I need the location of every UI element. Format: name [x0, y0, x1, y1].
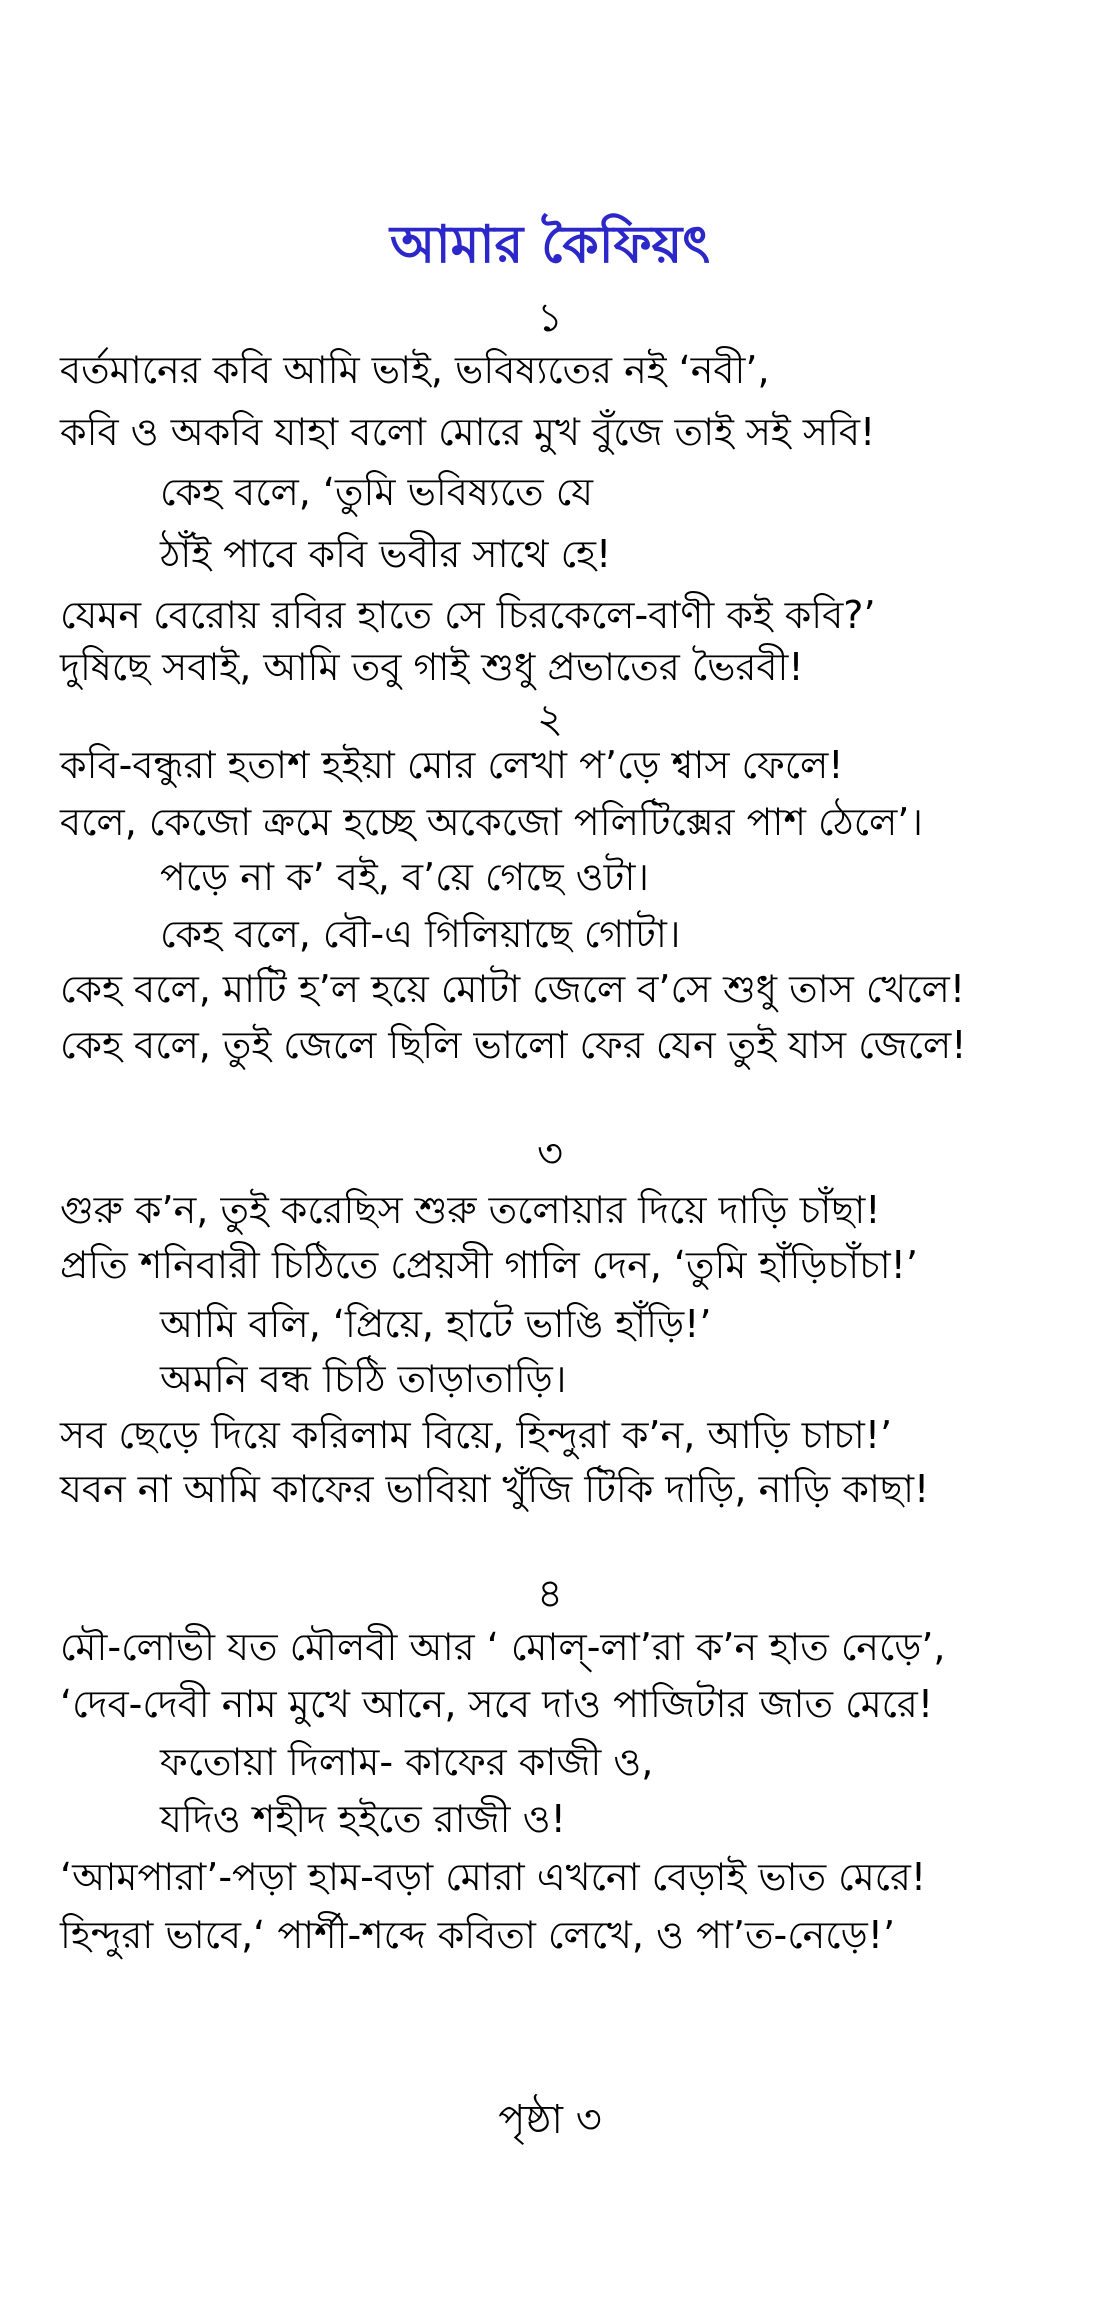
poem-line: পড়ে না ক’ বই, ব’য়ে গেছে ওটা। — [160, 855, 649, 899]
poem-line: যবন না আমি কাফের ভাবিয়া খুঁজি টিকি দাড়ি, নাড়ি কাছা! — [60, 1467, 930, 1511]
stanza-number: ৩ — [536, 1131, 563, 1177]
poem-line: কবি-বন্ধুরা হতাশ হইয়া মোর লেখা প’ড়ে শ্বাস ফেলে! — [60, 743, 844, 787]
poem-line: অমনি বন্ধ চিঠি তাড়াতাড়ি। — [160, 1357, 567, 1401]
poem-line: ঠাঁই পাবে কবি ভবীর সাথে হে! — [160, 532, 612, 576]
poem-line: হিন্দুরা ভাবে,‘ পার্শী-শব্দে কবিতা লেখে, ও পা’ত-নেড়ে!’ — [60, 1913, 896, 1957]
poem-title: আমার কৈফিয়ৎ — [389, 215, 711, 275]
poem-line: কবি ও অকবি যাহা বলো মোরে মুখ বুঁজে তাই সই সবি! — [60, 410, 876, 454]
poem-line: ‘আমপারা’-পড়া হাম-বড়া মোরা এখনো বেড়াই ভাত মেরে! — [60, 1855, 927, 1899]
poem-line: দুষিছে সবাই, আমি তবু গাই শুধু প্রভাতের ভৈরবী! — [60, 645, 804, 689]
poem-line: ‘দেব-দেবী নাম মুখে আনে, সবে দাও পাজিটার জাত মেরে! — [60, 1682, 934, 1726]
poem-line: মৌ-লোভী যত মৌলবী আর ‘ মোল্-লা’রা ক’ন হাত নেড়ে’, — [60, 1625, 946, 1669]
poem-line: বলে, কেজো ক্রমে হচ্ছে অকেজো পলিটিক্সের পাশ ঠেলে’। — [60, 800, 923, 844]
poem-line: গুরু ক’ন, তুই করেছিস শুরু তলোয়ার দিয়ে দাড়ি চাঁছা! — [60, 1188, 881, 1232]
poem-line: ফতোয়া দিলাম- কাফের কাজী ও, — [160, 1740, 654, 1784]
poem-line: বর্তমানের কবি আমি ভাই, ভবিষ্যতের নই ‘নবী’, — [60, 348, 770, 392]
poem-line: কেহ বলে, ‘তুমি ভবিষ্যতে যে — [160, 470, 594, 514]
poem-line: কেহ বলে, মাটি হ’ল হয়ে মোটা জেলে ব’সে শুধু তাস খেলে! — [60, 967, 966, 1011]
poem-line: আমি বলি, ‘প্রিয়ে, হাটে ভাঙি হাঁড়ি!’ — [160, 1302, 712, 1346]
stanza-number: ১ — [537, 295, 563, 341]
stanza-number: ২ — [536, 696, 563, 742]
stanza-number: ৪ — [537, 1571, 563, 1617]
poem-line: যদিও শহীদ হইতে রাজী ও! — [160, 1797, 566, 1841]
poem-line: যেমন বেরোয় রবির হাতে সে চিরকেলে-বাণী কই কবি?’ — [60, 593, 876, 637]
page-number: পৃষ্ঠা ৩ — [498, 2097, 602, 2143]
poem-line: কেহ বলে, তুই জেলে ছিলি ভালো ফের যেন তুই যাস জেলে! — [60, 1023, 967, 1067]
poem-line: কেহ বলে, বৌ-এ গিলিয়াছে গোটা। — [160, 912, 681, 956]
poem-line: সব ছেড়ে দিয়ে করিলাম বিয়ে, হিন্দুরা ক’ন, আড়ি চাচা!’ — [60, 1413, 893, 1457]
poem-line: প্রতি শনিবারী চিঠিতে প্রেয়সী গালি দেন, ‘তুমি হাঁড়িচাঁচা!’ — [60, 1243, 918, 1287]
